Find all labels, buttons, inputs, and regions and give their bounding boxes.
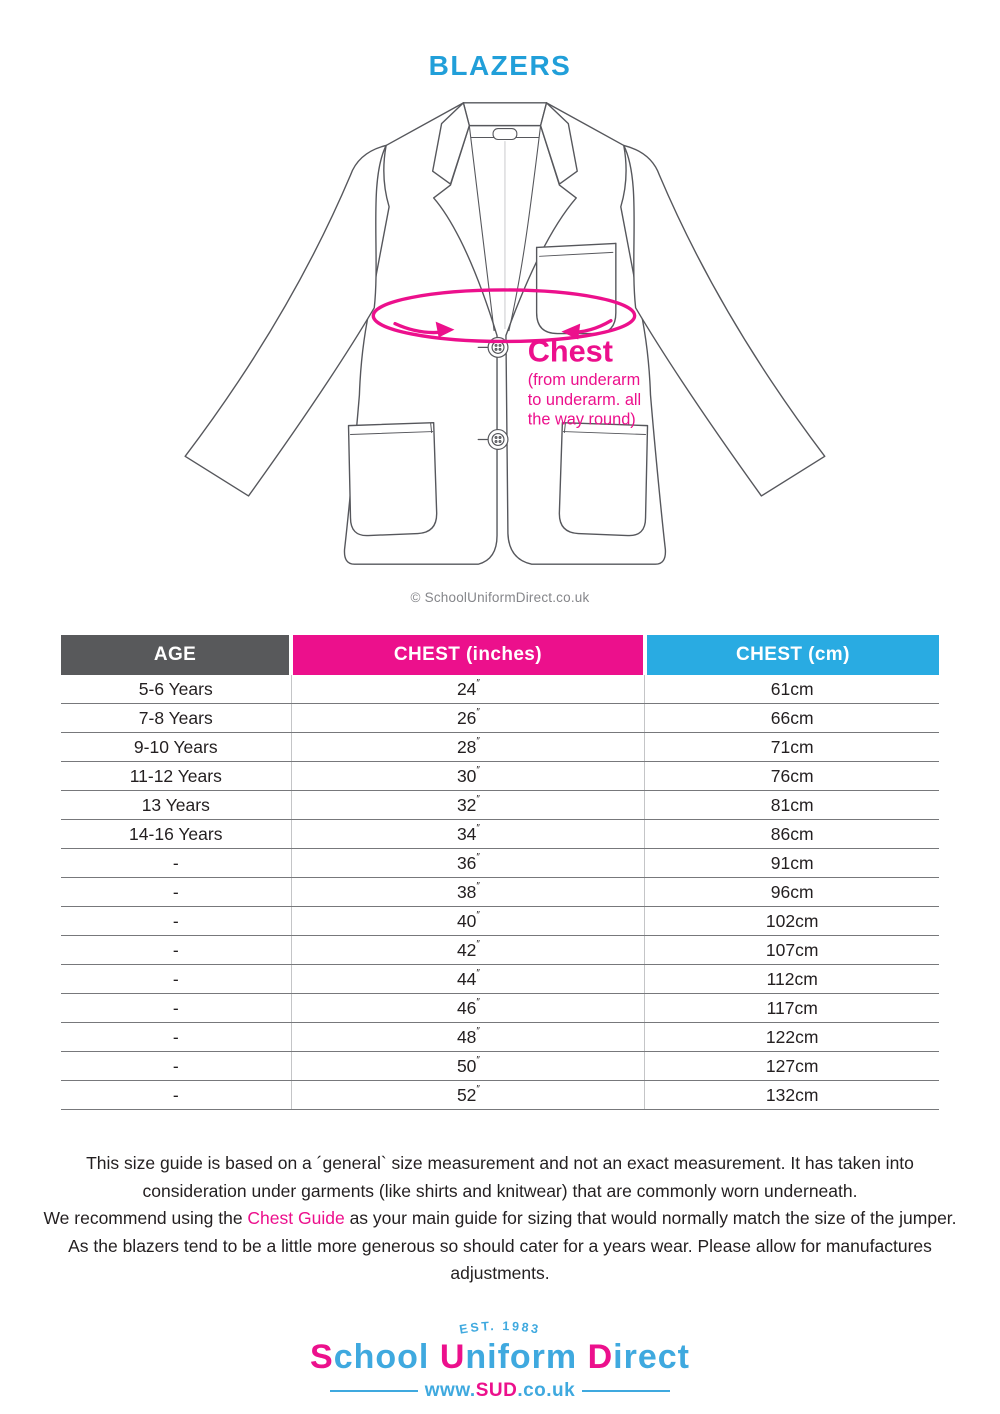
chest-cm-cell: 122cm — [645, 1023, 939, 1052]
chest-cm-header-label: CHEST (cm) — [736, 644, 850, 665]
chest-cm-cell: 91cm — [645, 849, 939, 878]
breast-pocket — [537, 243, 616, 333]
table-row — [61, 791, 939, 820]
size-table-body — [61, 675, 939, 1110]
table-row — [61, 1052, 939, 1081]
chest-cm-header — [645, 635, 939, 675]
size-note-text-2b: as your main guide for sizing that would normally match the size of the jumper. As the blazers tend to be a little more generous so should cater for a years wear. Please allow for manufactures adjustments. — [68, 1208, 957, 1283]
chest-cm-cell: 107cm — [645, 936, 939, 965]
size-note-text-1: This size guide is based on a ´general` size measurement and not an exact measurement. It has taken into consideration under garments (like shirts and knitwear) that are commonly worn underneath. — [86, 1153, 914, 1201]
chest-inches-cell: 36″ — [291, 849, 645, 878]
svg-text:EST. 1983 — [458, 1318, 541, 1336]
size-note-text-2a: We recommend using the — [43, 1208, 248, 1228]
age-cell: 5-6 Years — [61, 675, 291, 704]
logo-text-part — [429, 1338, 439, 1376]
age-cell: 11-12 Years — [61, 762, 291, 791]
age-cell: - — [61, 1023, 291, 1052]
chest-note-line1: (from underarm — [527, 371, 641, 390]
chest-inches-cell: 28″ — [291, 733, 645, 762]
logo-text-part: S — [310, 1337, 334, 1376]
right-pocket — [559, 423, 647, 536]
chest-cm-cell: 96cm — [645, 878, 939, 907]
collar-band — [463, 103, 546, 126]
chest-inches-cell: 30″ — [291, 762, 645, 791]
chest-note-line2: to underarm. all — [527, 390, 642, 409]
chest-inches-cell: 42″ — [291, 936, 645, 965]
logo-est-text: EST. 1983 — [458, 1318, 542, 1337]
chest-inches-cell: 34″ — [291, 820, 645, 849]
chest-inches-cell: 52″ — [291, 1081, 645, 1110]
age-cell: 13 Years — [61, 791, 291, 820]
age-header-label: AGE — [153, 644, 197, 665]
age-cell: - — [61, 936, 291, 965]
age-cell: - — [61, 849, 291, 878]
table-row — [61, 994, 939, 1023]
age-cell: - — [61, 1081, 291, 1110]
logo-text-part: SUD — [475, 1379, 518, 1401]
left-pocket — [349, 423, 437, 536]
chest-inches-header — [291, 635, 645, 675]
age-cell: - — [61, 878, 291, 907]
size-table-header — [61, 635, 939, 675]
diagram-copyright: © SchoolUniformDirect.co.uk — [410, 590, 590, 605]
chest-cm-cell: 81cm — [645, 791, 939, 820]
age-cell: 7-8 Years — [61, 704, 291, 733]
age-cell: - — [61, 907, 291, 936]
chest-note-line3: the way round) — [527, 410, 636, 429]
logo-text-part: irect — [613, 1337, 690, 1376]
chest-inches-cell: 38″ — [291, 878, 645, 907]
size-note — [33, 1150, 968, 1288]
age-cell: 9-10 Years — [61, 733, 291, 762]
size-note-paragraph-1 — [33, 1150, 968, 1205]
logo-text-part: www. — [424, 1379, 476, 1401]
table-row — [61, 965, 939, 994]
chest-inches-cell: 26″ — [291, 704, 645, 733]
age-header — [61, 635, 291, 675]
brand-logo — [0, 1314, 1000, 1402]
logo-dash-right — [582, 1390, 670, 1392]
age-cell: - — [61, 965, 291, 994]
logo-text-part: D — [587, 1337, 614, 1376]
chest-cm-cell: 66cm — [645, 704, 939, 733]
chest-inches-header-label: CHEST (inches) — [393, 644, 542, 665]
age-cell: 14-16 Years — [61, 820, 291, 849]
chest-inches-cell: 48″ — [291, 1023, 645, 1052]
logo-text-part — [577, 1338, 587, 1376]
table-row — [61, 820, 939, 849]
table-row — [61, 675, 939, 704]
collar-right — [541, 103, 578, 184]
table-row — [61, 1023, 939, 1052]
collar-left — [433, 103, 470, 184]
table-row — [61, 733, 939, 762]
chest-cm-cell: 117cm — [645, 994, 939, 1023]
size-note-paragraph-2 — [33, 1205, 968, 1288]
age-cell: - — [61, 1052, 291, 1081]
table-row — [61, 849, 939, 878]
table-row — [61, 1081, 939, 1110]
chest-inches-cell: 44″ — [291, 965, 645, 994]
logo-text-part: niform — [465, 1337, 578, 1376]
chest-inches-cell: 50″ — [291, 1052, 645, 1081]
chest-label: Chest — [527, 333, 613, 369]
chest-cm-cell: 76cm — [645, 762, 939, 791]
table-row — [61, 704, 939, 733]
chest-cm-cell: 61cm — [645, 675, 939, 704]
chest-inches-cell: 32″ — [291, 791, 645, 820]
chest-cm-cell: 112cm — [645, 965, 939, 994]
logo-url-row — [0, 1380, 1000, 1402]
logo-name — [0, 1338, 1000, 1377]
chest-inches-cell: 40″ — [291, 907, 645, 936]
table-row — [61, 762, 939, 791]
chest-cm-cell: 127cm — [645, 1052, 939, 1081]
table-row — [61, 936, 939, 965]
page-title: BLAZERS — [428, 50, 572, 81]
chest-guide-highlight: Chest Guide — [247, 1208, 345, 1228]
logo-url — [425, 1380, 575, 1402]
age-cell: - — [61, 994, 291, 1023]
blazer-drawing-svg — [160, 88, 840, 588]
logo-dash-left — [330, 1390, 418, 1392]
logo-text-part: chool — [333, 1337, 430, 1376]
size-table — [61, 635, 939, 1110]
hanger-loop — [493, 129, 517, 140]
chest-cm-cell: 86cm — [645, 820, 939, 849]
chest-cm-cell: 102cm — [645, 907, 939, 936]
logo-text-part: .co.uk — [517, 1379, 576, 1401]
logo-text-part: U — [439, 1337, 466, 1376]
chest-cm-cell: 71cm — [645, 733, 939, 762]
table-row — [61, 878, 939, 907]
chest-cm-cell: 132cm — [645, 1081, 939, 1110]
chest-inches-cell: 24″ — [291, 675, 645, 704]
blazer-diagram — [160, 88, 840, 588]
table-row — [61, 907, 939, 936]
chest-inches-cell: 46″ — [291, 994, 645, 1023]
